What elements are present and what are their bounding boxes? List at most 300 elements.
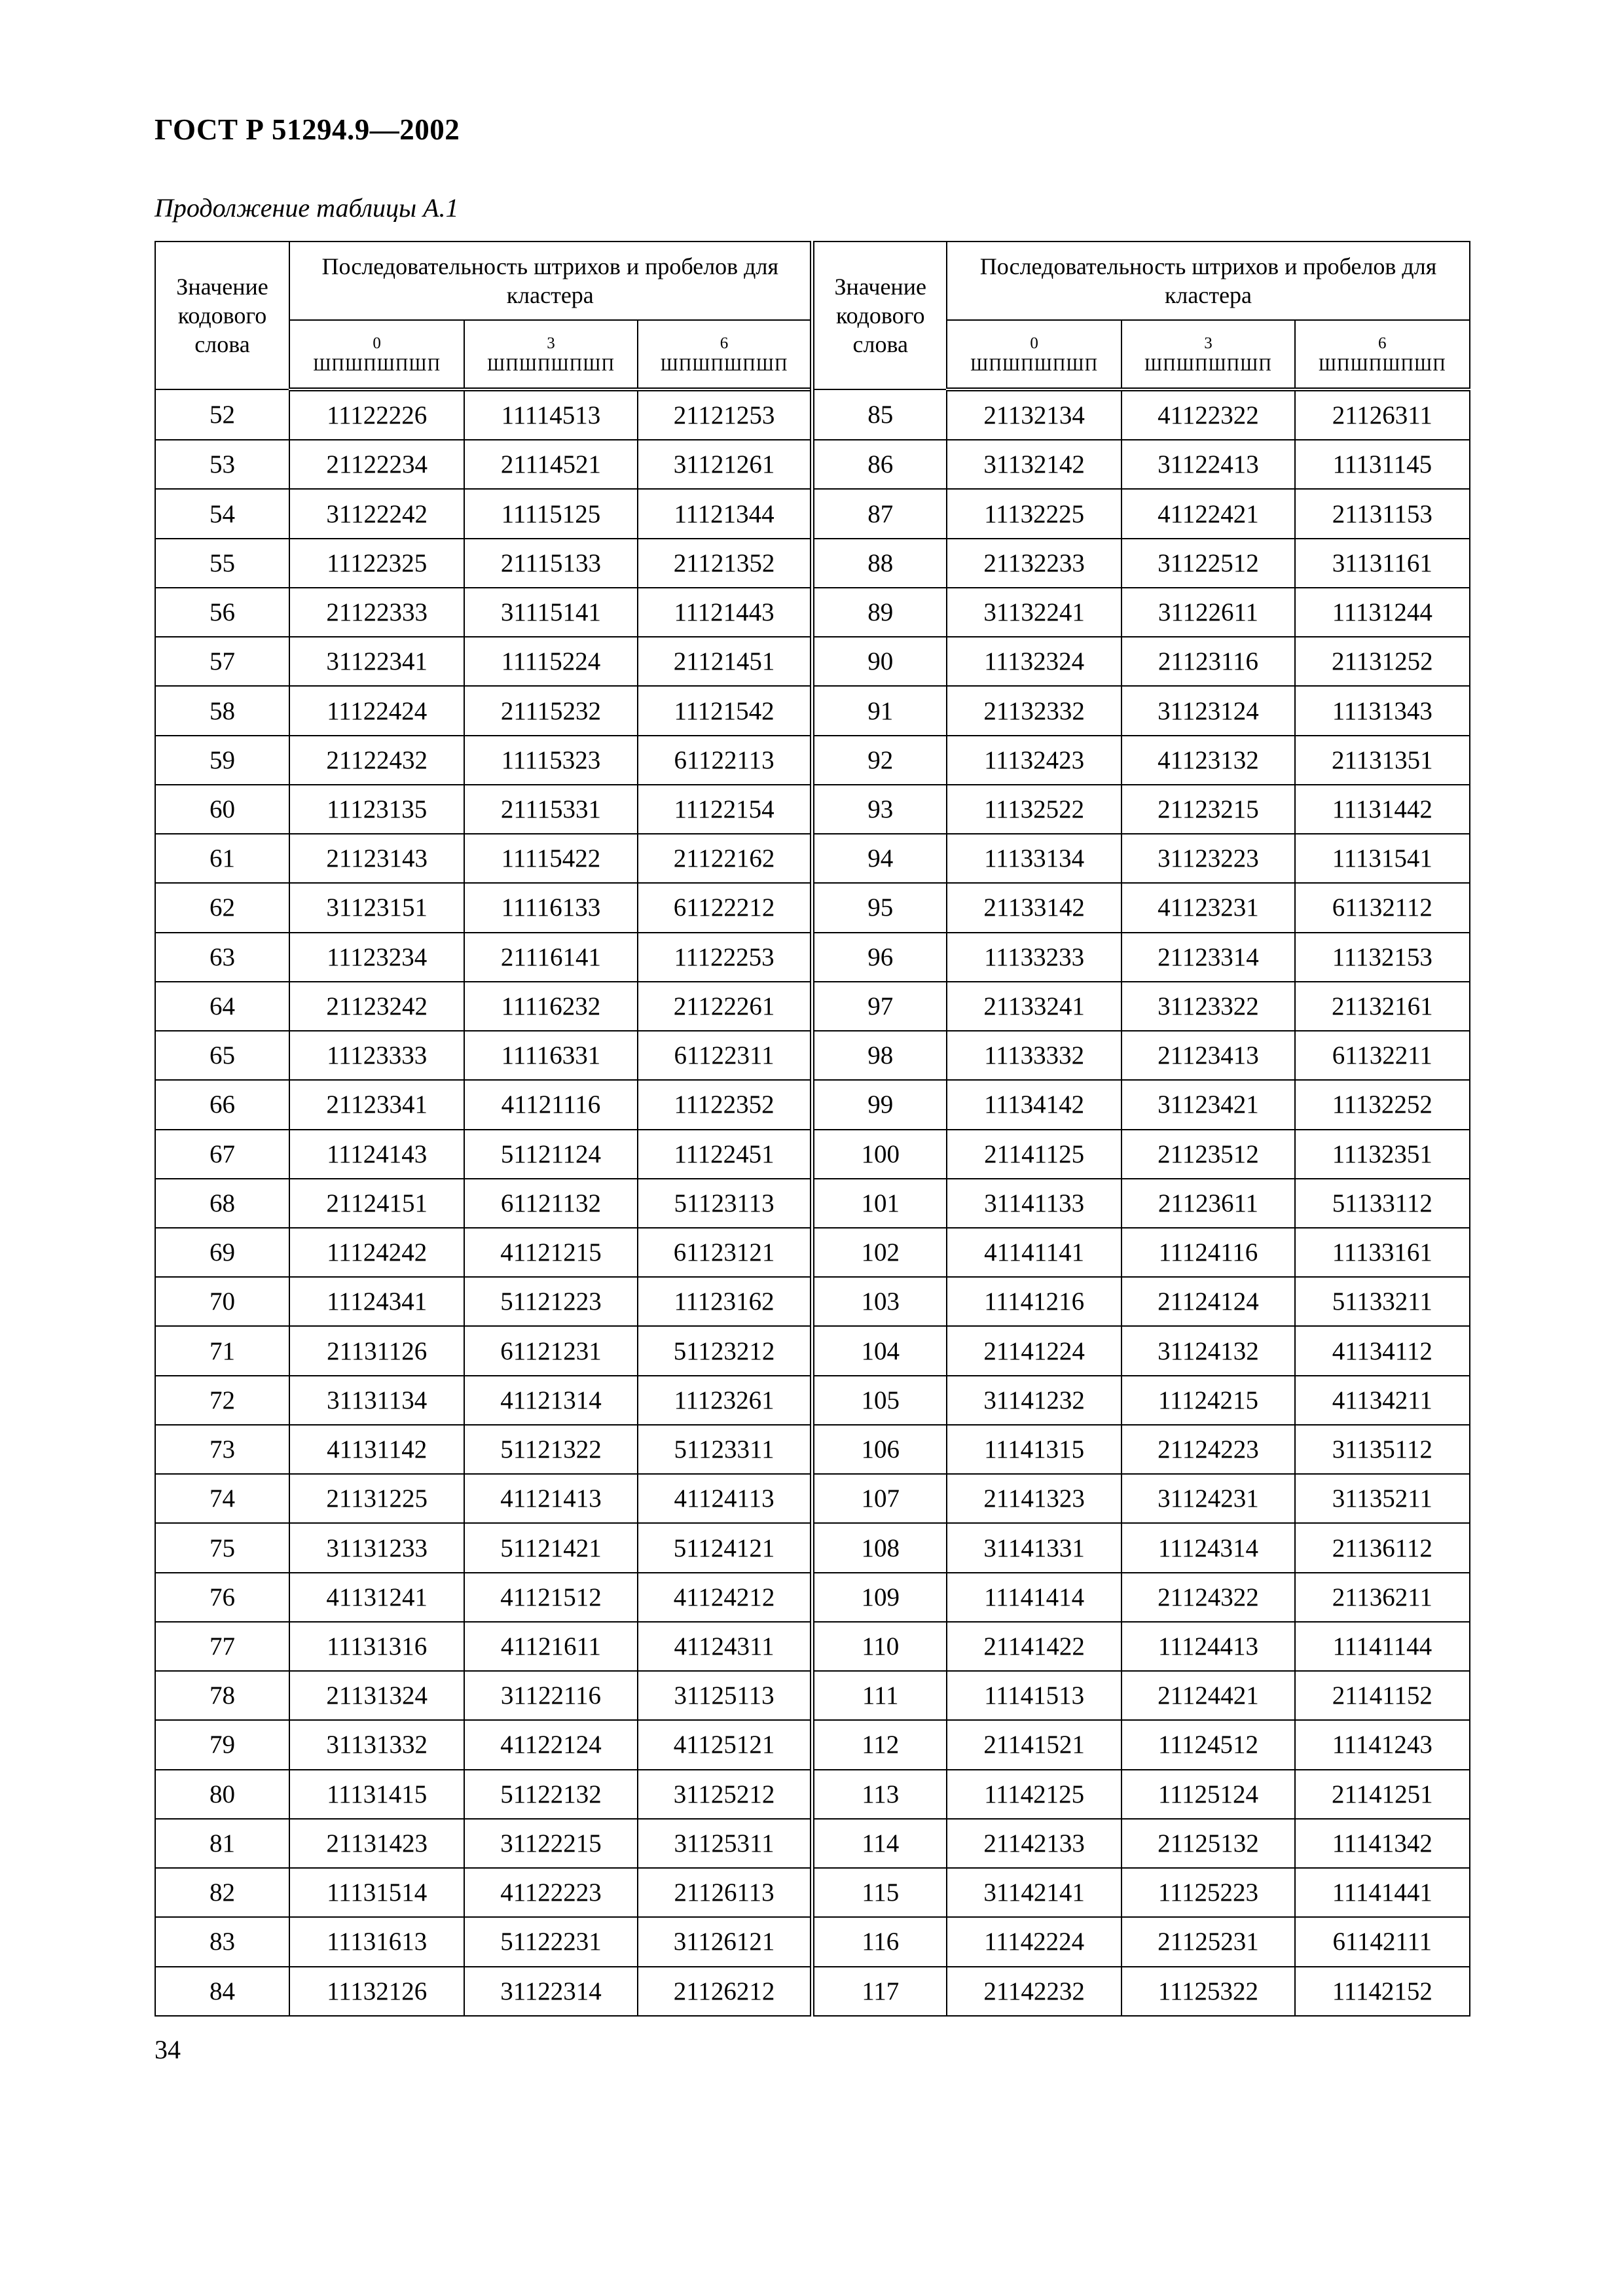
table-row bbox=[155, 1130, 1470, 1179]
cluster-6-pattern-right: 61142111 bbox=[1295, 1917, 1470, 1966]
cluster-6-pattern-left: 11123162 bbox=[638, 1277, 812, 1326]
codeword-value-right: 112 bbox=[812, 1720, 947, 1769]
cluster-0-pattern-right: 21141224 bbox=[947, 1326, 1122, 1375]
table-row bbox=[155, 1573, 1470, 1622]
cluster-6-pattern-right: 21141152 bbox=[1295, 1671, 1470, 1720]
cluster-0-pattern-left: 21123242 bbox=[289, 982, 464, 1031]
codeword-value-right: 97 bbox=[812, 982, 947, 1031]
codeword-value-left: 72 bbox=[155, 1376, 289, 1425]
codeword-value-left: 53 bbox=[155, 440, 289, 489]
cluster-3-pattern-left: 41121413 bbox=[464, 1474, 637, 1523]
cluster-3-pattern-left: 11115323 bbox=[464, 736, 637, 785]
table-row bbox=[155, 1868, 1470, 1917]
cluster-3-pattern-right: 11125223 bbox=[1122, 1868, 1294, 1917]
cluster-3-pattern-right: 41123132 bbox=[1122, 736, 1294, 785]
cluster-3-pattern-left: 41121512 bbox=[464, 1573, 637, 1622]
document-title: ГОСТ Р 51294.9—2002 bbox=[155, 113, 460, 146]
cluster-3-pattern-left: 31122314 bbox=[464, 1967, 637, 2017]
cluster-3-pattern-left: 51121223 bbox=[464, 1277, 637, 1326]
cluster-6-pattern-right: 31135112 bbox=[1295, 1425, 1470, 1474]
cluster-6-pattern-left: 21121352 bbox=[638, 539, 812, 588]
cluster-6-pattern-right: 11132351 bbox=[1295, 1130, 1470, 1179]
cluster-6-pattern-left: 41124212 bbox=[638, 1573, 812, 1622]
cluster-3-pattern-left: 51121322 bbox=[464, 1425, 637, 1474]
codeword-table bbox=[155, 241, 1470, 2017]
codeword-value-right: 96 bbox=[812, 933, 947, 982]
header-cluster-6-left bbox=[638, 320, 812, 389]
cluster-6-pattern-right: 11131244 bbox=[1295, 588, 1470, 637]
codeword-value-right: 102 bbox=[812, 1228, 947, 1277]
codeword-value-right: 105 bbox=[812, 1376, 947, 1425]
cluster-pattern: ШПШПШПШП bbox=[313, 355, 441, 374]
cluster-0-pattern-left: 31131134 bbox=[289, 1376, 464, 1425]
cluster-6-pattern-left: 61122212 bbox=[638, 883, 812, 932]
codeword-value-right: 86 bbox=[812, 440, 947, 489]
cluster-6-pattern-right: 51133211 bbox=[1295, 1277, 1470, 1326]
table-row bbox=[155, 1523, 1470, 1572]
cluster-3-pattern-right: 21124223 bbox=[1122, 1425, 1294, 1474]
cluster-0-pattern-right: 21132134 bbox=[947, 389, 1122, 440]
cluster-number: 0 bbox=[1030, 334, 1038, 352]
table-row bbox=[155, 1179, 1470, 1228]
codeword-value-right: 90 bbox=[812, 637, 947, 686]
cluster-0-pattern-right: 21141422 bbox=[947, 1622, 1122, 1671]
cluster-6-pattern-right: 21131252 bbox=[1295, 637, 1470, 686]
codeword-value-right: 104 bbox=[812, 1326, 947, 1375]
codeword-value-left: 61 bbox=[155, 834, 289, 883]
cluster-0-pattern-right: 11132423 bbox=[947, 736, 1122, 785]
cluster-0-pattern-left: 11131613 bbox=[289, 1917, 464, 1966]
cluster-0-pattern-right: 11141513 bbox=[947, 1671, 1122, 1720]
cluster-0-pattern-right: 41141141 bbox=[947, 1228, 1122, 1277]
cluster-6-pattern-left: 11122352 bbox=[638, 1080, 812, 1129]
cluster-3-pattern-right: 21124421 bbox=[1122, 1671, 1294, 1720]
cluster-3-pattern-left: 41121611 bbox=[464, 1622, 637, 1671]
codeword-value-left: 54 bbox=[155, 489, 289, 538]
cluster-0-pattern-right: 21142232 bbox=[947, 1967, 1122, 2017]
cluster-6-pattern-right: 61132211 bbox=[1295, 1031, 1470, 1080]
cluster-6-pattern-left: 31121261 bbox=[638, 440, 812, 489]
cluster-3-pattern-left: 21114521 bbox=[464, 440, 637, 489]
cluster-6-pattern-left: 51123212 bbox=[638, 1326, 812, 1375]
cluster-3-pattern-left: 11116331 bbox=[464, 1031, 637, 1080]
cluster-pattern: ШПШПШПШП bbox=[1144, 355, 1272, 374]
cluster-3-pattern-right: 21125132 bbox=[1122, 1819, 1294, 1868]
codeword-value-left: 69 bbox=[155, 1228, 289, 1277]
cluster-0-pattern-left: 11122325 bbox=[289, 539, 464, 588]
table-body bbox=[155, 389, 1470, 2016]
cluster-0-pattern-left: 11122424 bbox=[289, 686, 464, 735]
cluster-3-pattern-right: 11124413 bbox=[1122, 1622, 1294, 1671]
table-row bbox=[155, 389, 1470, 440]
cluster-6-pattern-left: 11123261 bbox=[638, 1376, 812, 1425]
codeword-value-left: 79 bbox=[155, 1720, 289, 1769]
codeword-value-left: 80 bbox=[155, 1770, 289, 1819]
cluster-3-pattern-left: 41122223 bbox=[464, 1868, 637, 1917]
codeword-value-right: 98 bbox=[812, 1031, 947, 1080]
cluster-0-pattern-right: 11133332 bbox=[947, 1031, 1122, 1080]
cluster-3-pattern-right: 21123314 bbox=[1122, 933, 1294, 982]
codeword-value-right: 108 bbox=[812, 1523, 947, 1572]
cluster-3-pattern-left: 51122231 bbox=[464, 1917, 637, 1966]
cluster-6-pattern-right: 11141342 bbox=[1295, 1819, 1470, 1868]
cluster-3-pattern-left: 51121421 bbox=[464, 1523, 637, 1572]
cluster-6-pattern-left: 31125113 bbox=[638, 1671, 812, 1720]
cluster-6-pattern-left: 21121451 bbox=[638, 637, 812, 686]
codeword-value-left: 77 bbox=[155, 1622, 289, 1671]
cluster-0-pattern-left: 21131324 bbox=[289, 1671, 464, 1720]
table-row bbox=[155, 982, 1470, 1031]
cluster-6-pattern-right: 21132161 bbox=[1295, 982, 1470, 1031]
cluster-0-pattern-right: 21141323 bbox=[947, 1474, 1122, 1523]
cluster-6-pattern-left: 61122113 bbox=[638, 736, 812, 785]
cluster-3-pattern-left: 51122132 bbox=[464, 1770, 637, 1819]
cluster-3-pattern-left: 11116133 bbox=[464, 883, 637, 932]
cluster-3-pattern-left: 11116232 bbox=[464, 982, 637, 1031]
table-caption: Продолжение таблицы А.1 bbox=[155, 193, 459, 223]
cluster-6-pattern-left: 11122154 bbox=[638, 785, 812, 834]
cluster-0-pattern-left: 11124341 bbox=[289, 1277, 464, 1326]
cluster-3-pattern-left: 41122124 bbox=[464, 1720, 637, 1769]
cluster-6-pattern-left: 31125212 bbox=[638, 1770, 812, 1819]
cluster-0-pattern-left: 21131225 bbox=[289, 1474, 464, 1523]
header-cluster-6-right bbox=[1295, 320, 1470, 389]
cluster-6-pattern-right: 21126311 bbox=[1295, 389, 1470, 440]
cluster-number: 6 bbox=[720, 334, 729, 352]
codeword-value-right: 103 bbox=[812, 1277, 947, 1326]
cluster-3-pattern-right: 41122421 bbox=[1122, 489, 1294, 538]
codeword-value-right: 107 bbox=[812, 1474, 947, 1523]
cluster-3-pattern-right: 11124116 bbox=[1122, 1228, 1294, 1277]
cluster-6-pattern-right: 11131541 bbox=[1295, 834, 1470, 883]
codeword-value-left: 76 bbox=[155, 1573, 289, 1622]
codeword-value-right: 116 bbox=[812, 1917, 947, 1966]
cluster-6-pattern-right: 11132153 bbox=[1295, 933, 1470, 982]
cluster-6-pattern-right: 21141251 bbox=[1295, 1770, 1470, 1819]
cluster-3-pattern-left: 61121231 bbox=[464, 1326, 637, 1375]
table-row bbox=[155, 736, 1470, 785]
table-row bbox=[155, 489, 1470, 538]
codeword-value-right: 94 bbox=[812, 834, 947, 883]
cluster-3-pattern-left: 11114513 bbox=[464, 389, 637, 440]
cluster-6-pattern-right: 11141144 bbox=[1295, 1622, 1470, 1671]
table-row bbox=[155, 883, 1470, 932]
cluster-0-pattern-right: 21133142 bbox=[947, 883, 1122, 932]
codeword-value-left: 84 bbox=[155, 1967, 289, 2017]
table-row bbox=[155, 539, 1470, 588]
table-row bbox=[155, 440, 1470, 489]
table-row bbox=[155, 1819, 1470, 1868]
codeword-value-right: 91 bbox=[812, 686, 947, 735]
cluster-6-pattern-left: 51123113 bbox=[638, 1179, 812, 1228]
codeword-value-right: 93 bbox=[812, 785, 947, 834]
cluster-3-pattern-left: 11115125 bbox=[464, 489, 637, 538]
cluster-3-pattern-left: 21116141 bbox=[464, 933, 637, 982]
table-row bbox=[155, 686, 1470, 735]
codeword-value-left: 60 bbox=[155, 785, 289, 834]
cluster-3-pattern-right: 41122322 bbox=[1122, 389, 1294, 440]
cluster-0-pattern-left: 11123135 bbox=[289, 785, 464, 834]
cluster-3-pattern-right: 31122413 bbox=[1122, 440, 1294, 489]
cluster-6-pattern-left: 41125121 bbox=[638, 1720, 812, 1769]
cluster-0-pattern-left: 11122226 bbox=[289, 389, 464, 440]
cluster-0-pattern-left: 11124242 bbox=[289, 1228, 464, 1277]
cluster-3-pattern-left: 61121132 bbox=[464, 1179, 637, 1228]
cluster-6-pattern-left: 21126212 bbox=[638, 1967, 812, 2017]
cluster-6-pattern-right: 11133161 bbox=[1295, 1228, 1470, 1277]
cluster-6-pattern-left: 51124121 bbox=[638, 1523, 812, 1572]
cluster-0-pattern-left: 21131126 bbox=[289, 1326, 464, 1375]
cluster-6-pattern-right: 31131161 bbox=[1295, 539, 1470, 588]
table-row bbox=[155, 588, 1470, 637]
cluster-3-pattern-right: 21125231 bbox=[1122, 1917, 1294, 1966]
cluster-6-pattern-left: 11122451 bbox=[638, 1130, 812, 1179]
cluster-3-pattern-right: 41123231 bbox=[1122, 883, 1294, 932]
cluster-6-pattern-left: 11121542 bbox=[638, 686, 812, 735]
table-row bbox=[155, 1917, 1470, 1966]
cluster-6-pattern-right: 51133112 bbox=[1295, 1179, 1470, 1228]
cluster-3-pattern-right: 11125124 bbox=[1122, 1770, 1294, 1819]
cluster-0-pattern-left: 11123333 bbox=[289, 1031, 464, 1080]
cluster-6-pattern-right: 11141441 bbox=[1295, 1868, 1470, 1917]
codeword-value-left: 78 bbox=[155, 1671, 289, 1720]
cluster-0-pattern-left: 41131142 bbox=[289, 1425, 464, 1474]
cluster-6-pattern-left: 11121443 bbox=[638, 588, 812, 637]
cluster-0-pattern-left: 21123143 bbox=[289, 834, 464, 883]
cluster-3-pattern-right: 11125322 bbox=[1122, 1967, 1294, 2017]
cluster-3-pattern-left: 41121215 bbox=[464, 1228, 637, 1277]
cluster-6-pattern-right: 41134112 bbox=[1295, 1326, 1470, 1375]
cluster-0-pattern-left: 21122234 bbox=[289, 440, 464, 489]
cluster-3-pattern-right: 21123413 bbox=[1122, 1031, 1294, 1080]
cluster-6-pattern-right: 41134211 bbox=[1295, 1376, 1470, 1425]
codeword-value-right: 115 bbox=[812, 1868, 947, 1917]
cluster-0-pattern-right: 11132324 bbox=[947, 637, 1122, 686]
cluster-6-pattern-left: 21121253 bbox=[638, 389, 812, 440]
codeword-value-left: 73 bbox=[155, 1425, 289, 1474]
cluster-3-pattern-left: 51121124 bbox=[464, 1130, 637, 1179]
cluster-0-pattern-right: 21133241 bbox=[947, 982, 1122, 1031]
cluster-6-pattern-left: 31126121 bbox=[638, 1917, 812, 1966]
cluster-0-pattern-right: 21132233 bbox=[947, 539, 1122, 588]
cluster-pattern: ШПШПШПШП bbox=[660, 355, 788, 374]
cluster-3-pattern-right: 31122512 bbox=[1122, 539, 1294, 588]
cluster-0-pattern-right: 11133134 bbox=[947, 834, 1122, 883]
cluster-0-pattern-left: 21122432 bbox=[289, 736, 464, 785]
header-cluster-3-left bbox=[464, 320, 637, 389]
codeword-value-left: 58 bbox=[155, 686, 289, 735]
cluster-0-pattern-right: 11141414 bbox=[947, 1573, 1122, 1622]
cluster-3-pattern-left: 31122215 bbox=[464, 1819, 637, 1868]
codeword-value-right: 99 bbox=[812, 1080, 947, 1129]
codeword-value-left: 63 bbox=[155, 933, 289, 982]
table-row bbox=[155, 1228, 1470, 1277]
codeword-value-left: 65 bbox=[155, 1031, 289, 1080]
cluster-6-pattern-left: 41124311 bbox=[638, 1622, 812, 1671]
cluster-3-pattern-right: 21124124 bbox=[1122, 1277, 1294, 1326]
cluster-3-pattern-right: 31123124 bbox=[1122, 686, 1294, 735]
cluster-0-pattern-right: 21141521 bbox=[947, 1720, 1122, 1769]
cluster-0-pattern-left: 31131332 bbox=[289, 1720, 464, 1769]
header-cluster-0-right bbox=[947, 320, 1122, 389]
table-row bbox=[155, 1622, 1470, 1671]
codeword-value-right: 110 bbox=[812, 1622, 947, 1671]
cluster-3-pattern-left: 21115232 bbox=[464, 686, 637, 735]
table-row bbox=[155, 933, 1470, 982]
codeword-value-right: 88 bbox=[812, 539, 947, 588]
cluster-6-pattern-left: 61122311 bbox=[638, 1031, 812, 1080]
cluster-6-pattern-right: 21131153 bbox=[1295, 489, 1470, 538]
cluster-3-pattern-right: 21124322 bbox=[1122, 1573, 1294, 1622]
cluster-3-pattern-left: 41121314 bbox=[464, 1376, 637, 1425]
cluster-0-pattern-right: 11132522 bbox=[947, 785, 1122, 834]
cluster-0-pattern-right: 31141133 bbox=[947, 1179, 1122, 1228]
cluster-3-pattern-right: 21123611 bbox=[1122, 1179, 1294, 1228]
header-cluster-0-left bbox=[289, 320, 464, 389]
codeword-value-left: 56 bbox=[155, 588, 289, 637]
cluster-3-pattern-right: 31122611 bbox=[1122, 588, 1294, 637]
cluster-3-pattern-right: 11124314 bbox=[1122, 1523, 1294, 1572]
cluster-0-pattern-left: 11123234 bbox=[289, 933, 464, 982]
codeword-value-right: 113 bbox=[812, 1770, 947, 1819]
cluster-3-pattern-right: 31124231 bbox=[1122, 1474, 1294, 1523]
cluster-6-pattern-right: 11141243 bbox=[1295, 1720, 1470, 1769]
cluster-3-pattern-right: 11124215 bbox=[1122, 1376, 1294, 1425]
cluster-0-pattern-left: 21124151 bbox=[289, 1179, 464, 1228]
cluster-0-pattern-left: 31131233 bbox=[289, 1523, 464, 1572]
table-row bbox=[155, 1031, 1470, 1080]
cluster-3-pattern-left: 11115224 bbox=[464, 637, 637, 686]
cluster-0-pattern-left: 31122242 bbox=[289, 489, 464, 538]
cluster-number: 6 bbox=[1378, 334, 1387, 352]
header-sequence-group-left: Последовательность штрихов и пробелов для кластера bbox=[289, 242, 812, 320]
cluster-0-pattern-right: 11142125 bbox=[947, 1770, 1122, 1819]
cluster-6-pattern-right: 11132252 bbox=[1295, 1080, 1470, 1129]
header-codeword-value-left: Значение кодового слова bbox=[155, 242, 289, 389]
code-table-container bbox=[155, 241, 1470, 2017]
cluster-number: 3 bbox=[547, 334, 555, 352]
cluster-0-pattern-left: 11124143 bbox=[289, 1130, 464, 1179]
codeword-value-left: 62 bbox=[155, 883, 289, 932]
table-row bbox=[155, 834, 1470, 883]
codeword-value-left: 57 bbox=[155, 637, 289, 686]
cluster-6-pattern-left: 31125311 bbox=[638, 1819, 812, 1868]
table-row bbox=[155, 1080, 1470, 1129]
cluster-0-pattern-left: 21123341 bbox=[289, 1080, 464, 1129]
cluster-0-pattern-left: 31123151 bbox=[289, 883, 464, 932]
table-row bbox=[155, 1770, 1470, 1819]
cluster-0-pattern-left: 11131415 bbox=[289, 1770, 464, 1819]
codeword-value-left: 70 bbox=[155, 1277, 289, 1326]
cluster-3-pattern-right: 31123223 bbox=[1122, 834, 1294, 883]
cluster-3-pattern-left: 11115422 bbox=[464, 834, 637, 883]
cluster-0-pattern-right: 11134142 bbox=[947, 1080, 1122, 1129]
cluster-0-pattern-right: 31132241 bbox=[947, 588, 1122, 637]
table-row bbox=[155, 1326, 1470, 1375]
table-row bbox=[155, 785, 1470, 834]
cluster-6-pattern-right: 61132112 bbox=[1295, 883, 1470, 932]
cluster-pattern: ШПШПШПШП bbox=[970, 355, 1099, 374]
cluster-6-pattern-right: 21136112 bbox=[1295, 1523, 1470, 1572]
cluster-0-pattern-left: 31122341 bbox=[289, 637, 464, 686]
cluster-0-pattern-right: 21141125 bbox=[947, 1130, 1122, 1179]
cluster-3-pattern-left: 31122116 bbox=[464, 1671, 637, 1720]
cluster-6-pattern-left: 41124113 bbox=[638, 1474, 812, 1523]
cluster-6-pattern-right: 21131351 bbox=[1295, 736, 1470, 785]
cluster-pattern: ШПШПШПШП bbox=[1318, 355, 1446, 374]
cluster-0-pattern-left: 11131514 bbox=[289, 1868, 464, 1917]
codeword-value-right: 111 bbox=[812, 1671, 947, 1720]
table-row bbox=[155, 1720, 1470, 1769]
codeword-value-right: 87 bbox=[812, 489, 947, 538]
cluster-6-pattern-left: 21122261 bbox=[638, 982, 812, 1031]
cluster-0-pattern-right: 11132225 bbox=[947, 489, 1122, 538]
cluster-0-pattern-right: 21132332 bbox=[947, 686, 1122, 735]
cluster-6-pattern-left: 11122253 bbox=[638, 933, 812, 982]
codeword-value-right: 101 bbox=[812, 1179, 947, 1228]
header-cluster-3-right bbox=[1122, 320, 1294, 389]
cluster-6-pattern-left: 61123121 bbox=[638, 1228, 812, 1277]
codeword-value-left: 52 bbox=[155, 389, 289, 440]
cluster-6-pattern-right: 31135211 bbox=[1295, 1474, 1470, 1523]
codeword-value-left: 55 bbox=[155, 539, 289, 588]
codeword-value-right: 95 bbox=[812, 883, 947, 932]
table-row bbox=[155, 1425, 1470, 1474]
cluster-6-pattern-right: 11131442 bbox=[1295, 785, 1470, 834]
codeword-value-left: 68 bbox=[155, 1179, 289, 1228]
cluster-number: 3 bbox=[1204, 334, 1213, 352]
table-row bbox=[155, 637, 1470, 686]
cluster-0-pattern-right: 11133233 bbox=[947, 933, 1122, 982]
table-row bbox=[155, 1474, 1470, 1523]
cluster-0-pattern-right: 31132142 bbox=[947, 440, 1122, 489]
cluster-0-pattern-right: 11142224 bbox=[947, 1917, 1122, 1966]
cluster-pattern: ШПШПШПШП bbox=[487, 355, 615, 374]
cluster-6-pattern-left: 51123311 bbox=[638, 1425, 812, 1474]
cluster-3-pattern-right: 31123322 bbox=[1122, 982, 1294, 1031]
codeword-value-right: 92 bbox=[812, 736, 947, 785]
cluster-3-pattern-left: 21115331 bbox=[464, 785, 637, 834]
cluster-6-pattern-left: 21126113 bbox=[638, 1868, 812, 1917]
cluster-3-pattern-left: 41121116 bbox=[464, 1080, 637, 1129]
codeword-value-left: 59 bbox=[155, 736, 289, 785]
cluster-number: 0 bbox=[373, 334, 381, 352]
header-codeword-value-right: Значение кодового слова bbox=[812, 242, 947, 389]
cluster-0-pattern-left: 41131241 bbox=[289, 1573, 464, 1622]
cluster-3-pattern-right: 21123215 bbox=[1122, 785, 1294, 834]
codeword-value-left: 66 bbox=[155, 1080, 289, 1129]
codeword-value-left: 81 bbox=[155, 1819, 289, 1868]
codeword-value-right: 100 bbox=[812, 1130, 947, 1179]
cluster-0-pattern-right: 21142133 bbox=[947, 1819, 1122, 1868]
cluster-3-pattern-right: 11124512 bbox=[1122, 1720, 1294, 1769]
cluster-6-pattern-left: 21122162 bbox=[638, 834, 812, 883]
cluster-3-pattern-right: 31124132 bbox=[1122, 1326, 1294, 1375]
cluster-6-pattern-right: 11142152 bbox=[1295, 1967, 1470, 2017]
codeword-value-left: 75 bbox=[155, 1523, 289, 1572]
table-row bbox=[155, 1671, 1470, 1720]
cluster-0-pattern-left: 21122333 bbox=[289, 588, 464, 637]
cluster-3-pattern-right: 31123421 bbox=[1122, 1080, 1294, 1129]
codeword-value-right: 109 bbox=[812, 1573, 947, 1622]
cluster-6-pattern-left: 11121344 bbox=[638, 489, 812, 538]
codeword-value-left: 83 bbox=[155, 1917, 289, 1966]
cluster-0-pattern-left: 11132126 bbox=[289, 1967, 464, 2017]
codeword-value-right: 89 bbox=[812, 588, 947, 637]
codeword-value-right: 117 bbox=[812, 1967, 947, 2017]
cluster-3-pattern-left: 31115141 bbox=[464, 588, 637, 637]
cluster-0-pattern-left: 11131316 bbox=[289, 1622, 464, 1671]
